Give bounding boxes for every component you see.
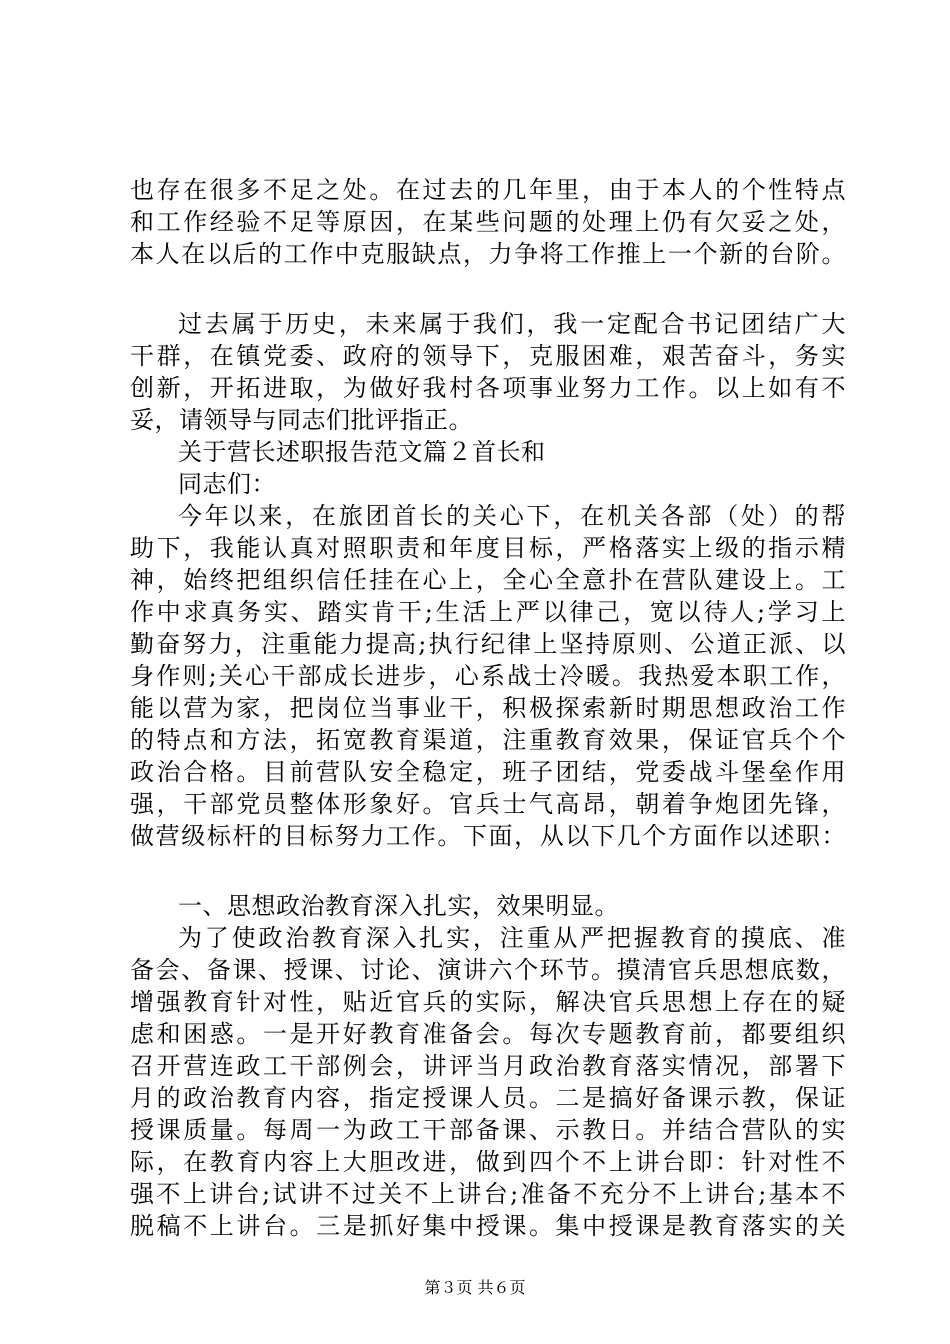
paragraph-gap: [130, 852, 846, 890]
page-number-footer: 第３页 共６页: [424, 1278, 526, 1297]
text-line: 为了使政治教育深入扎实，注重从严把握教育的摸底、准: [178, 924, 846, 952]
text-line: 今年以来，在旅团首长的关心下，在机关各部（处）的帮: [178, 502, 846, 530]
text-line: 备会、备课、授课、讨论、演讲六个环节。摸清官兵思想底数，: [130, 956, 846, 984]
text-line: 做营级标杆的目标努力工作。下面，从以下几个方面作以述职：: [130, 822, 846, 850]
paragraph-gap: [130, 270, 846, 308]
section-heading: 一、思想政治教育深入扎实，效果明显。: [178, 892, 619, 920]
paragraph: [130, 308, 846, 852]
text-line: 和工作经验不足等原因，在某些问题的处理上仍有欠妥之处，: [130, 208, 846, 236]
salutation: 同志们：: [178, 470, 276, 498]
text-line: 强不上讲台;试讲不过关不上讲台;准备不充分不上讲台;基本不: [130, 1180, 846, 1208]
text-line: 作中求真务实、踏实肯干;生活上严以律己，宽以待人;学习上: [130, 598, 846, 626]
text-line: 创新，开拓进取，为做好我村各项事业努力工作。以上如有不: [130, 374, 846, 402]
text-line: 过去属于历史，未来属于我们，我一定配合书记团结广大: [178, 310, 846, 338]
section-heading: 关于营长述职报告范文篇２首长和: [178, 438, 546, 466]
text-line: 强，干部党员整体形象好。官兵士气高昂，朝着争炮团先锋，: [130, 790, 846, 818]
text-line: 政治合格。目前营队安全稳定，班子团结，党委战斗堡垒作用: [130, 758, 846, 786]
paragraph: [130, 890, 846, 1242]
text-line: 能以营为家，把岗位当事业干，积极探索新时期思想政治工作: [130, 694, 846, 722]
text-line: 月的政治教育内容，指定授课人员。二是搞好备课示教，保证: [130, 1084, 846, 1112]
text-line: 也存在很多不足之处。在过去的几年里，由于本人的个性特点: [130, 176, 846, 204]
text-line: 勤奋努力，注重能力提高;执行纪律上坚持原则、公道正派、以: [130, 630, 846, 658]
text-line: 妥，请领导与同志们批评指正。: [130, 406, 473, 434]
paragraph: [130, 174, 846, 270]
text-line: 干群，在镇党委、政府的领导下，克服困难，艰苦奋斗，务实: [130, 342, 846, 370]
text-line: 虑和困惑。一是开好教育准备会。每次专题教育前，都要组织: [130, 1020, 846, 1048]
text-line: 本人在以后的工作中克服缺点，力争将工作推上一个新的台阶。: [130, 240, 846, 268]
text-line: 脱稿不上讲台。三是抓好集中授课。集中授课是教育落实的关: [130, 1212, 846, 1240]
text-line: 神，始终把组织信任挂在心上，全心全意扑在营队建设上。工: [130, 566, 846, 594]
text-line: 身作则;关心干部成长进步，心系战士冷暖。我热爱本职工作，: [130, 662, 846, 690]
text-line: 助下，我能认真对照职责和年度目标，严格落实上级的指示精: [130, 534, 846, 562]
text-line: 授课质量。每周一为政工干部备课、示教日。并结合营队的实: [130, 1116, 846, 1144]
text-line: 的特点和方法，拓宽教育渠道，注重教育效果，保证官兵个个: [130, 726, 846, 754]
text-line: 增强教育针对性，贴近官兵的实际，解决官兵思想上存在的疑: [130, 988, 846, 1016]
text-line: 际，在教育内容上大胆改进，做到四个不上讲台即：针对性不: [130, 1148, 846, 1176]
document-body: [130, 174, 846, 1242]
text-line: 召开营连政工干部例会，讲评当月政治教育落实情况，部署下: [130, 1052, 846, 1080]
